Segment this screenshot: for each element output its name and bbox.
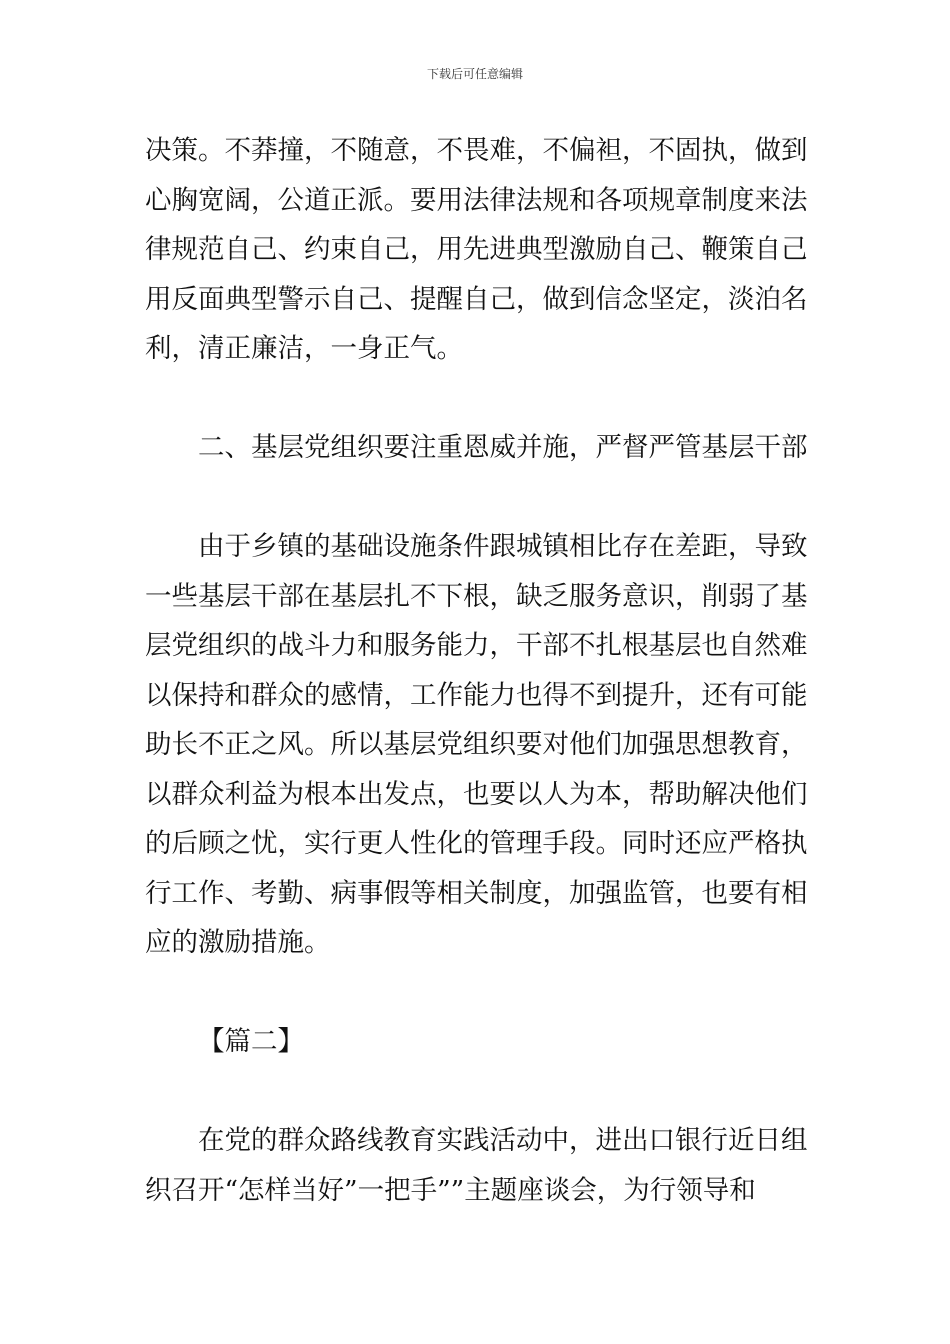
section-heading: 二、基层党组织要注重恩威并施，严督严管基层干部	[198, 432, 808, 463]
paragraph-line: 层党组织的战斗力和服务能力，干部不扎根基层也自然难	[145, 630, 808, 661]
paragraph-line: 在党的群众路线教育实践活动中，进出口银行近日组	[198, 1125, 808, 1156]
paragraph-gap	[145, 473, 805, 523]
paragraph-line: 心胸宽阔，公道正派。要用法律法规和各项规章制度来法	[145, 184, 808, 216]
paragraph-line: 以群众利益为根本出发点，也要以人为本，帮助解决他们	[145, 778, 808, 810]
paragraph-line: 行工作、考勤、病事假等相关制度，加强监管，也要有相	[145, 877, 808, 909]
paragraph-gap	[145, 374, 805, 424]
paragraph-line: 由于乡镇的基础设施条件跟城镇相比存在差距，导致	[198, 531, 808, 562]
page-header: 下载后可任意编辑	[426, 67, 523, 81]
paragraph-3	[145, 1116, 808, 1215]
paragraph-line: 一些基层干部在基层扎不下根，缺乏服务意识，削弱了基	[145, 580, 808, 612]
paragraph-line: 律规范自己、约束自己，用先进典型激励自己、鞭策自己	[145, 234, 808, 265]
document-body	[145, 126, 808, 1215]
section-marker: 【篇二】	[198, 1026, 304, 1057]
paragraph-line: 助长不正之风。所以基层党组织要对他们加强思想教育，	[145, 729, 808, 760]
paragraph-line: 利，清正廉洁，一身正气。	[145, 333, 463, 364]
paragraph-gap	[145, 1067, 805, 1117]
paragraph-line: 决策。不莽撞，不随意，不畏难，不偏袒，不固执，做到	[145, 135, 808, 166]
paragraph-line: 应的激励措施。	[145, 927, 331, 958]
paragraph-gap	[145, 968, 805, 1018]
paragraph-line: 用反面典型警示自己、提醒自己，做到信念坚定，淡泊名	[145, 283, 808, 315]
paragraph-1	[145, 126, 808, 374]
paragraph-line: 织召开“怎样当好”一把手””主题座谈会，为行领导和	[145, 1174, 756, 1206]
paragraph-line: 以保持和群众的感情，工作能力也得不到提升，还有可能	[145, 679, 808, 711]
paragraph-2	[145, 522, 808, 968]
paragraph-line: 的后顾之忧，实行更人性化的管理手段。同时还应严格执	[145, 828, 808, 859]
